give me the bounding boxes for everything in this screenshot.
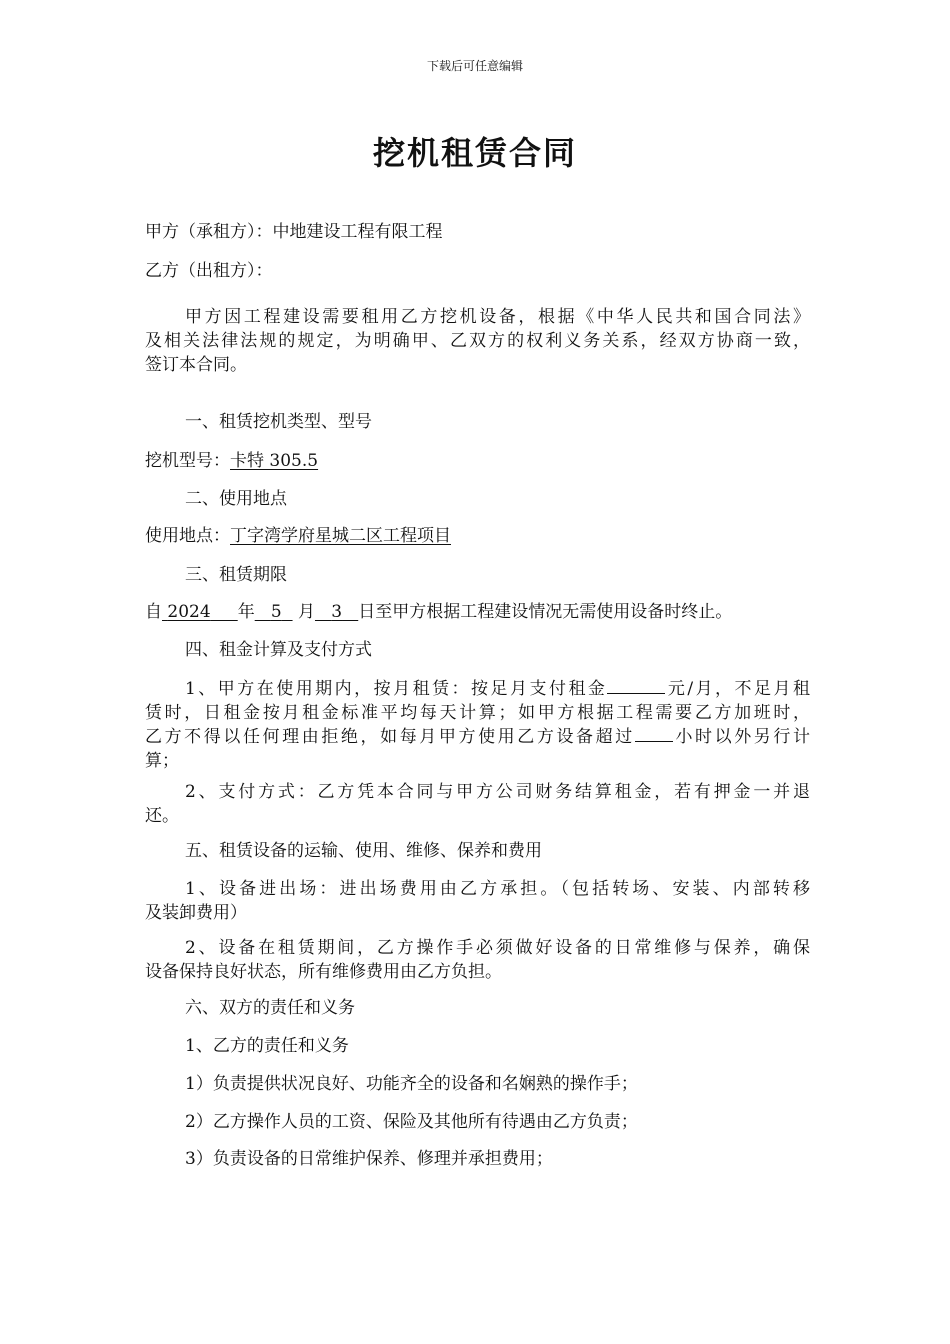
term-row [145, 601, 810, 623]
section-3-heading: 三、租赁期限 [185, 565, 287, 585]
term-day: 3 [331, 602, 343, 622]
term-year: 2024 [167, 602, 211, 622]
intro-paragraph [145, 305, 810, 377]
equipment-item-2-line-1: 2、设备在租赁期间，乙方操作手必须做好设备的日常维修与保养，确保 [185, 938, 810, 958]
term-month: 5 [270, 602, 282, 622]
section-4-heading: 四、租金计算及支付方式 [185, 640, 372, 660]
term-from: 自 [145, 602, 162, 622]
term-rest: 日至甲方根据工程建设情况无需使用设备时终止。 [358, 602, 733, 622]
intro-line-1: 甲方因工程建设需要租用乙方挖机设备，根据《中华人民共和国合同法》 [185, 307, 810, 327]
location-value: 丁字湾学府星城二区工程项目 [230, 526, 451, 546]
duty-item-1: 1）负责提供状况良好、功能齐全的设备和名娴熟的操作手； [185, 1074, 638, 1094]
equipment-item-1-line-1: 1、设备进出场：进出场费用由乙方承担。（包括转场、安装、内部转移 [185, 879, 810, 899]
rent-item-2-line-1: 2、支付方式：乙方凭本合同与甲方公司财务结算租金，若有押金一并退 [185, 782, 810, 802]
term-month-label: 月 [297, 602, 315, 622]
contract-title: 挖机租赁合同 [372, 134, 577, 172]
section-5-heading: 五、租赁设备的运输、使用、维修、保养和费用 [185, 841, 542, 861]
duty-item-3: 3）负责设备的日常维护保养、修理并承担费用； [185, 1149, 553, 1169]
model-value: 卡特 305.5 [230, 451, 319, 471]
location-row [145, 525, 810, 547]
rent-item-2-line-2: 还。 [145, 806, 179, 826]
party-b: 乙方（出租方）： [145, 261, 273, 281]
hours-blank [635, 725, 673, 742]
rent-item-2 [145, 780, 810, 828]
location-label: 使用地点： [145, 526, 230, 546]
rent-item-1-line-3: 乙方不得以任何理由拒绝，如每月甲方使用乙方设备超过 小时以外另行计 [145, 727, 810, 747]
equipment-item-2-line-2: 设备保持良好状态，所有维修费用由乙方负担。 [145, 962, 502, 982]
party-a: 甲方（承租方）：中地建设工程有限工程 [145, 222, 443, 242]
term-year-label: 年 [237, 602, 255, 622]
section-1-heading: 一、租赁挖机类型、型号 [185, 412, 372, 432]
section-2-heading: 二、使用地点 [185, 489, 287, 509]
rent-item-1 [145, 677, 810, 773]
party-b-duties-heading: 1、乙方的责任和义务 [185, 1036, 349, 1056]
rent-item-1-line-1: 1、甲方在使用期内，按月租赁：按足月支付租金 元/月，不足月租 [185, 679, 810, 699]
duty-item-2: 2）乙方操作人员的工资、保险及其他所有待遇由乙方负责； [185, 1112, 638, 1132]
section-6-heading: 六、双方的责任和义务 [185, 998, 355, 1018]
model-label: 挖机型号： [145, 451, 230, 471]
rent-amount-blank [607, 677, 665, 694]
equipment-item-2 [145, 936, 810, 984]
intro-line-2: 及相关法律法规的规定，为明确甲、乙双方的权利义务关系，经双方协商一致， [145, 331, 810, 351]
intro-line-3: 签订本合同。 [145, 355, 247, 375]
model-row [145, 450, 810, 472]
equipment-item-1 [145, 877, 810, 925]
rent-item-1-line-2: 赁时，日租金按月租金标准平均每天计算；如甲方根据工程需要乙方加班时， [145, 703, 810, 723]
header-note: 下载后可任意编辑 [426, 59, 523, 73]
equipment-item-1-line-2: 及装卸费用） [145, 903, 247, 923]
rent-item-1-line-4: 算； [145, 751, 179, 771]
